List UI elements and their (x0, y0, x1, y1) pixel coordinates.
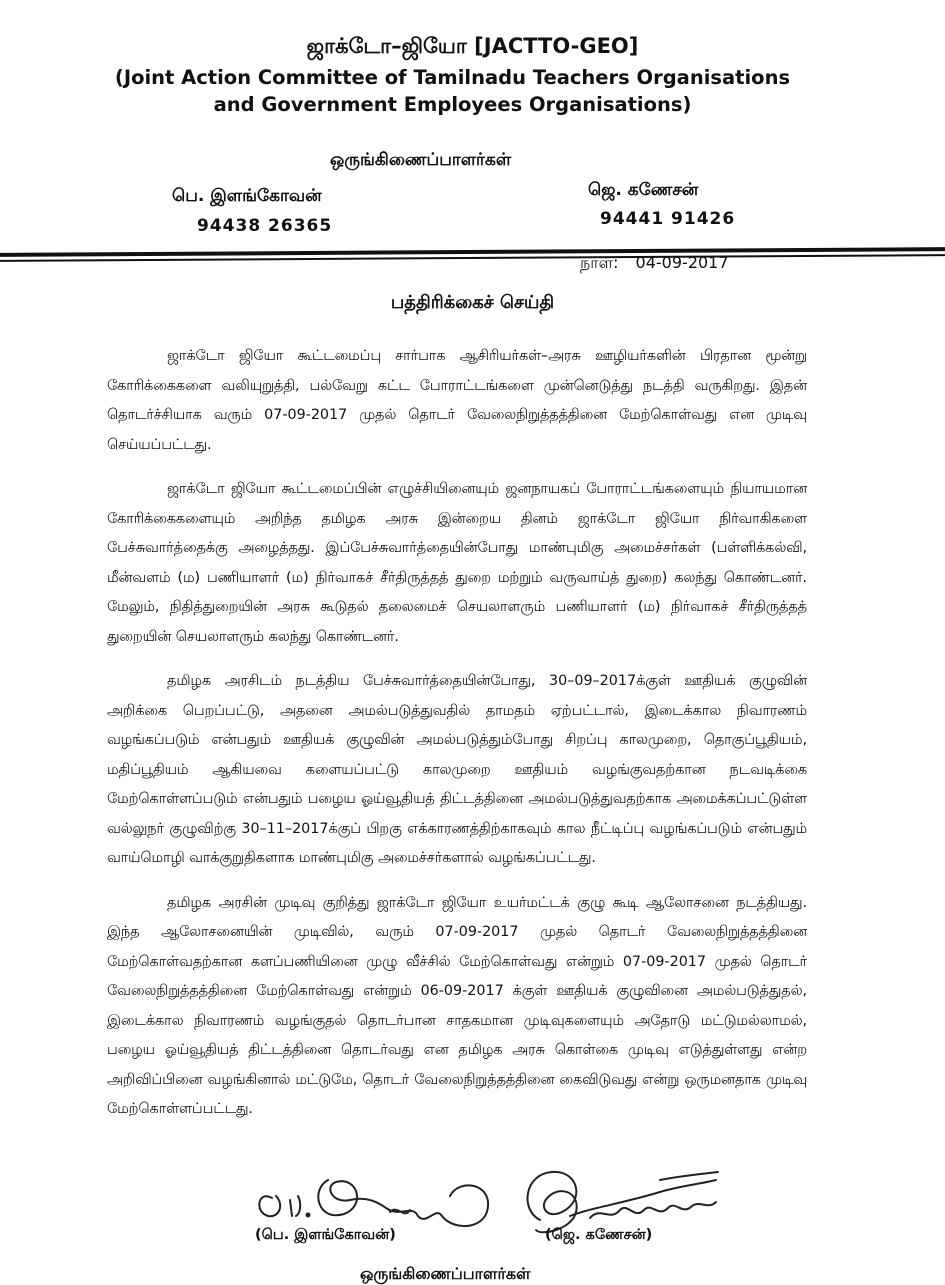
date-value: 04-09-2017 (635, 253, 729, 272)
letterhead-organisation (0, 64, 905, 118)
organisation-line-1: (Joint Action Committee of Tamilnadu Teachers Organisations (114, 66, 791, 89)
body-paragraph-3: தமிழக அரசிடம் நடத்திய பேச்சுவார்த்தையின்போது, 30–09–2017க்குள் ஊதியக் குழுவின் அறிக்கை பெறப்பட்டு, அதனை அமல்படுத்துவதில் தாமதம் ஏற்பட்டால், இடைக்கால நிவாரணம் வழங்கப்படும் என்பதும் ஊதியக் குழுவின் அமல்படுத்தும்போது சிறப்பு காலமுறை, தொகுப்பூதியம், மதிப்பூதியம் ஆகியவை களையப்பட்டு காலமுறை ஊதியம் வழங்குவதற்கான நடவடிக்கை மேற்கொள்ளப்படும் என்பதும் பழைய ஓய்வூதியத் திட்டத்தினை அமல்படுத்துவதற்காக அமைக்கப்பட்டுள்ள வல்லுநர் குழுவிற்கு 30–11–2017க்குப் பிறகு எக்காரணத்திற்காகவும் கால நீட்டிப்பு வழங்கப்படும் என்பதும் வாய்மொழி வாக்குறுதிகளாக மாண்புமிகு அமைச்சர்களால் வழங்கப்பட்டது. (107, 673, 807, 866)
coordinators-heading: ஒருங்கிணைப்பாளர்கள் (330, 150, 512, 170)
coordinator-left-phone: 94438 26365 (197, 216, 333, 236)
document-title: பத்திரிக்கைச் செய்தி (390, 292, 555, 313)
document-body (107, 342, 807, 1140)
organisation-line-2: and Government Employees Organisations) (213, 93, 692, 116)
coordinator-right-phone: 94441 91426 (600, 209, 736, 229)
body-paragraph-2: ஜாக்டோ ஜியோ கூட்டமைப்பின் எழுச்சியினையும் ஜனநாயகப் போராட்டங்களையும் நியாயமான கோரிக்கைகளையும் அறிந்த தமிழக அரசு இன்றைய தினம் ஜாக்டோ ஜியோ நிர்வாகிகளை பேச்சுவார்த்தைக்கு அழைத்தது. இப்பேச்சுவார்த்தையின்போது மாண்புமிகு அமைச்சர்கள் (பள்ளிக்கல்வி, மீன்வளம் (ம) பணியாளர் (ம) நிர்வாகச் சீர்திருத்தத் துறை மற்றும் வருவாய்த் துறை) கலந்து கொண்டனர். மேலும், நிதித்துறையின் அரசு கூடுதல் தலைமைச் செயலாளரும் பணியாளர் (ம) நிர்வாகச் சீர்திருத்தத் துறையின் செயலாளரும் கலந்து கொண்டனர். (107, 481, 807, 645)
coordinator-left-name: பெ. இளங்கோவன் (172, 186, 322, 206)
coordinators-footer: ஒருங்கிணைப்பாளர்கள் (360, 1264, 531, 1283)
body-paragraph-4: தமிழக அரசின் முடிவு குறித்து ஜாக்டோ ஜியோ உயர்மட்டக் குழு கூடி ஆலோசனை நடத்தியது. இந்த ஆலோசனையின் முடிவில், வரும் 07-09-2017 முதல் தொடர் வேலைநிறுத்தத்தினை மேற்கொள்வதற்கான களப்பணியினை முழு வீச்சில் மேற்கொள்வது என்றும் 07-09-2017 முதல் தொடர் வேலைநிறுத்தத்தினை மேற்கொள்வது என்றும் 06-09-2017 க்குள் ஊதியக் குழுவினை அமல்படுத்துதல், இடைக்கால நிவாரணம் வழங்குதல் தொடர்பான சாதகமான முடிவுகளையும் அதோடு மட்டுமல்லாமல், பழைய ஓய்வூதியத் திட்டத்தினை தொடர்வது என தமிழக அரசு கொள்கை முடிவு எடுத்துள்ளது என்ற அறிவிப்பினை வழங்கினால் மட்டுமே, தொடர் வேலைநிறுத்தத்தினை கைவிடுவது என்று ஒருமனதாக முடிவு மேற்கொள்ளப்பட்டது. (107, 894, 807, 1117)
coordinator-right-name: ஜெ. கணேசன் (588, 180, 699, 200)
date-label: நாள்: (580, 253, 619, 272)
signatory-right-name: (ஜெ. கணேசன்) (545, 1227, 653, 1243)
document-date (580, 253, 729, 274)
body-paragraph-1: ஜாக்டோ ஜியோ கூட்டமைப்பு சார்பாக ஆசிரியர்கள்–அரசு ஊழியர்களின் பிரதான மூன்று கோரிக்கைகளை வலியுறுத்தி, பல்வேறு கட்ட போராட்டங்களை முன்னெடுத்து நடத்தி வருகிறது. இதன் தொடர்ச்சியாக வரும் 07-09-2017 முதல் தொடர் வேலைநிறுத்தத்தினை மேற்கொள்வது என முடிவு செய்யப்பட்டது. (107, 348, 807, 453)
signatory-left-name: (பெ. இளங்கோவன்) (255, 1227, 396, 1243)
letterhead-title: ஜாக்டோ–ஜியோ [JACTTO-GEO] (306, 34, 639, 58)
